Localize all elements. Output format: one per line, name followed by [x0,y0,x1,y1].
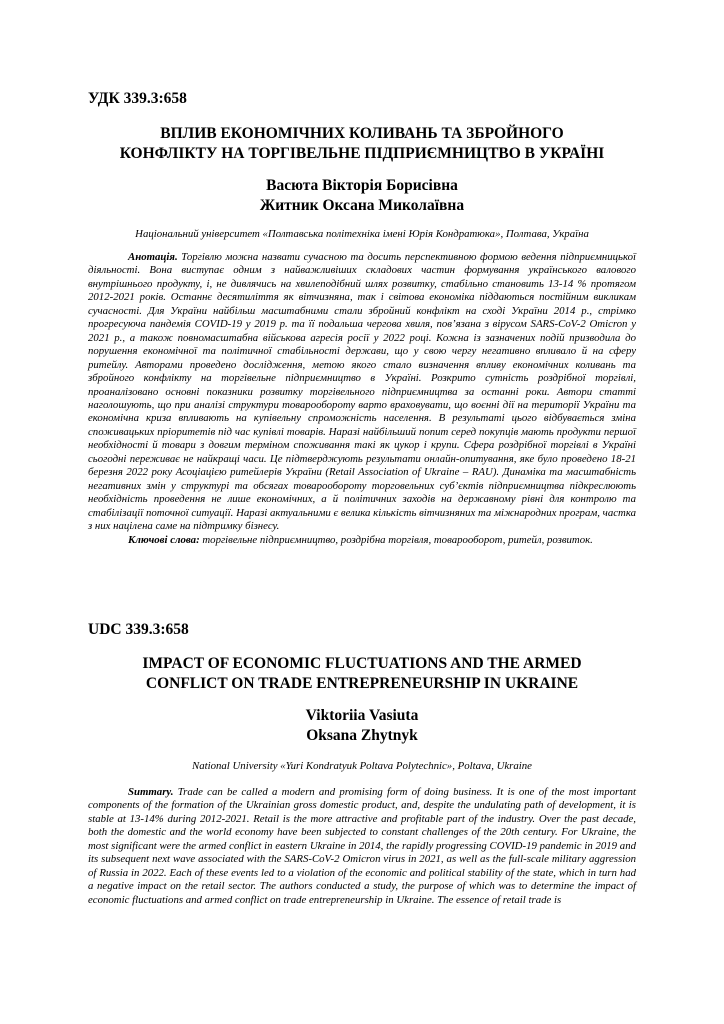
keywords-ua-text: торгівельне підприємництво, роздрібна торгівля, товарооборот, ритейл, розвиток. [199,533,593,546]
abstract-ua [88,251,636,547]
summary-en-lead: Summary. [128,786,174,798]
title-ua [88,124,636,164]
keywords-ua [88,534,636,547]
author2-ua: Житник Оксана Миколаївна [259,197,465,214]
title-ua-line2: КОНФЛІКТУ НА ТОРГІВЕЛЬНЕ ПІДПРИЄМНИЦТВО В УКРАЇНІ [119,145,605,162]
summary-en-paragraph [88,786,636,907]
summary-en-text: Trade can be called a modern and promising form of doing business. It is one of the most important components of the formation of the Ukrainian gross domestic product, and, despite the undulating path of development, it is stable at 13-14% during 2012-2021. Retail is the more attractive and profitable part of the industry. Over the past decade, both the domestic and the world economy have been subjected to constant challenges of the 20th century. For Ukraine, the most significant were the armed conflict in eastern Ukraine in 2014, the rapidly progressing COVID-19 pandemic in 2019 and its subsequent next wave associated with the SARS-CoV-2 Omicron virus in 2021, as well as the full-scale military aggression of Russia in 2022. Each of these events led to a violation of the economic and political stability of the state, which in turn had a negative impact on the retail sector. The authors conducted a study, the purpose of which was to determine the impact of economic fluctuations and armed conflict on trade entrepreneurship in Ukraine. The essence of retail trade is [88,786,636,906]
author1-ua: Васюта Вікторія Борисівна [266,177,458,194]
affiliation-ua: Національний університет «Полтавська політехніка імені Юрія Кондратюка», Полтава, Україна [135,228,589,240]
udc-en: UDC 339.3:658 [88,621,189,638]
abstract-ua-text: Торгівлю можна назвати сучасною та досить перспективною формою ведення підприємницької діяльності. Вона виступає одним з найважливіших складових частин формування українського валового внутрішнього продукту, і, не дивлячись на хвилеподібний шлях розвитку, стабільно становить 13-14 % протягом 2012-2021 років. Останнє десятиліття як вітчизняна, так і світова економіка піддаються постійним викликам сучасності. Для України найбільш масштабними стали збройний конфлікт на сході України 2014 р., стрімко прогресуюча пандемія COVID-19 у 2019 р. та її подальша чергова хвиля, пов’язана з вірусом SARS-CoV-2 Omicron у 2021 р., а також повномасштабна військова агресія росії у 2022 році. Кожна із зазначених подій призводила до порушення економічної та політичної стабільності держави, що у свою чергу негативно впливало й на сферу ритейлу. Авторами проведено дослідження, метою якого стало визначення впливу економічних коливань та збройного конфлікту на торгівельне підприємництво в Україні. Розкрито сутність роздрібної торгівлі, проаналізовано основні показники розвитку торгівельного підприємництва за останні роки. Автори статті наголошують, що при аналізі структури товарообороту варто враховувати, що воєнні дії на території України та економічна криза впливають на купівельну спроможність населення. В результаті цього відбувається зміна споживацьких пріоритетів під час купівлі товарів. Наразі найбільший попит серед покупців мають продукти першої необхідності й товари з довгим терміном споживання такі як цукор і крупи. Сфера роздрібної торгівлі в Україні сьогодні переживає не найкращі часи. Це підтверджують результати онлайн-опитування, яке було проведено 18-21 березня 2022 року Асоціацією ритейлерів України (Retail Association of Ukraine – RAU). Динаміка та масштабність негативних змін у структурі та обсягах товарообороту торговельних суб’єктів підприємництва підкреслюють необхідність проведення не лише економічних, а й політичних заходів на державному рівні для контролю та стабілізації поточної ситуації. Наразі актуальними є велика кількість вітчизняних та міжнародних програм, частка з них націлена саме на підтримку бізнесу. [88,251,636,533]
title-en-line2: CONFLICT ON TRADE ENTREPRENEURSHIP IN UKRAINE [145,675,579,692]
keywords-ua-lead: Ключові слова: [128,533,200,546]
abstract-ua-lead: Анотація. [128,251,178,263]
udc-ua: УДК 339.3:658 [88,90,187,107]
title-en [88,654,636,694]
title-ua-line1: ВПЛИВ ЕКОНОМІЧНИХ КОЛИВАНЬ ТА ЗБРОЙНОГО [160,125,564,142]
author1-en: Viktoriia Vasiuta [305,707,419,724]
title-en-line1: IMPACT OF ECONOMIC FLUCTUATIONS AND THE ARMED [142,655,582,672]
authors-en [88,706,636,746]
abstract-ua-paragraph [88,251,636,534]
affiliation-en: National University «Yuri Kondratyuk Poltava Polytechnic», Poltava, Ukraine [192,760,532,772]
summary-en [88,786,636,907]
author2-en: Oksana Zhytnyk [306,727,418,744]
authors-ua [88,176,636,216]
